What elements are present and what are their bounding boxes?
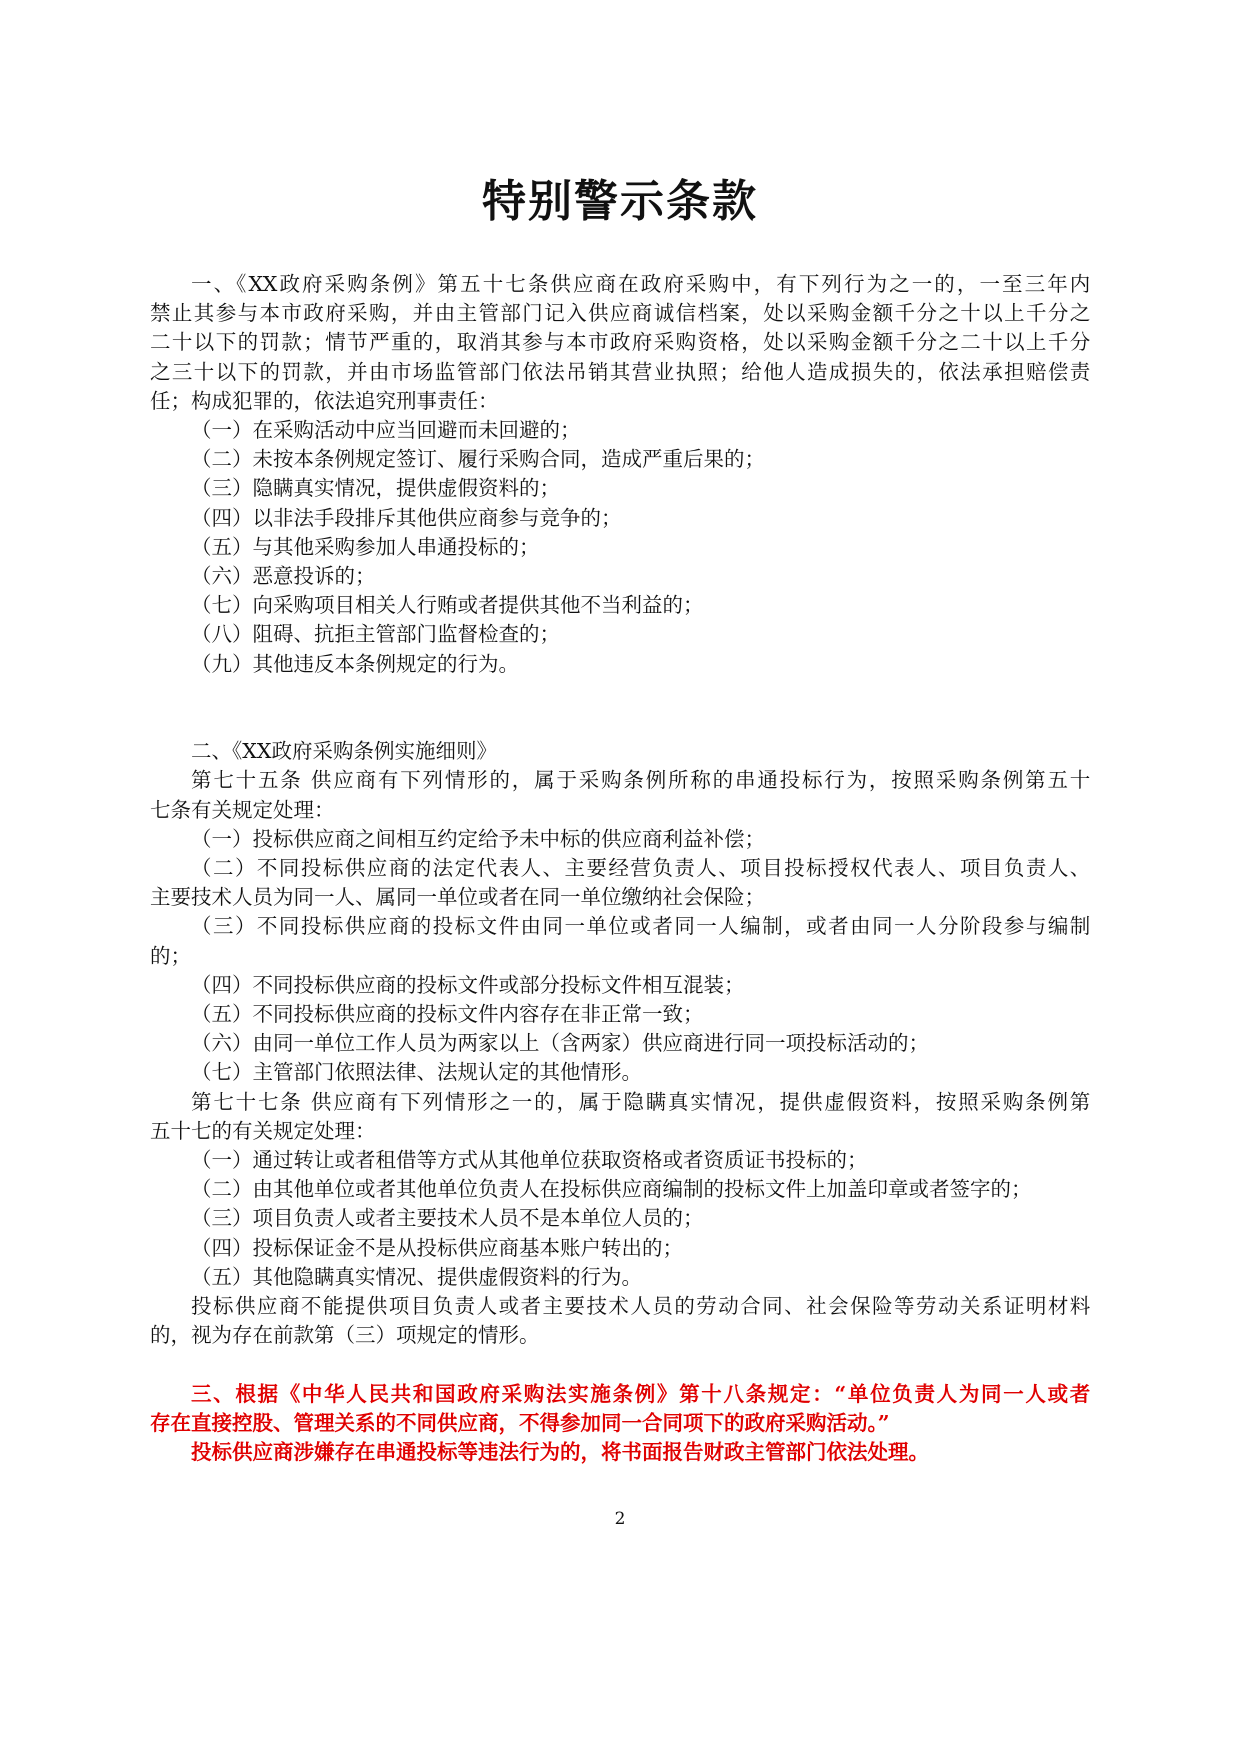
text-line: （五）不同投标供应商的投标文件内容存在非正常一致； (191, 1002, 704, 1027)
text-line: （六）由同一单位工作人员为两家以上（含两家）供应商进行同一项投标活动的； (191, 1031, 929, 1056)
text-line: 禁止其参与本市政府采购，并由主管部门记入供应商诚信档案，处以采购金额千分之十以上千分之 (150, 301, 1090, 326)
text-line: 的，视为存在前款第（三）项规定的情形。 (150, 1323, 540, 1348)
text-line: （三）隐瞒真实情况，提供虚假资料的； (191, 476, 560, 501)
text-line: （七）向采购项目相关人行贿或者提供其他不当利益的； (191, 593, 704, 618)
text-line: （七）主管部门依照法律、法规认定的其他情形。 (191, 1060, 642, 1085)
text-line: 之三十以下的罚款，并由市场监管部门依法吊销其营业执照；给他人造成损失的，依法承担赔偿责 (150, 359, 1090, 384)
text-line: 任；构成犯罪的，依法追究刑事责任： (150, 388, 499, 413)
document-lines (150, 270, 1090, 1467)
page-title: 特别警示条款 (482, 176, 758, 227)
text-line: （二）由其他单位或者其他单位负责人在投标供应商编制的投标文件上加盖印章或者签字的； (191, 1177, 1032, 1202)
text-line: （二）未按本条例规定签订、履行采购合同，造成严重后果的； (191, 447, 765, 472)
text-line: （一）投标供应商之间相互约定给予未中标的供应商利益补偿； (191, 826, 765, 851)
warning-text-line: 投标供应商涉嫌存在串通投标等违法行为的，将书面报告财政主管部门依法处理。 (191, 1440, 929, 1465)
document-body (150, 270, 1090, 1531)
text-line: （九）其他违反本条例规定的行为。 (191, 651, 519, 676)
blank-line (150, 679, 1090, 708)
text-line: （六）恶意投诉的； (191, 564, 376, 589)
text-line: （一）通过转让或者租借等方式从其他单位获取资格或者资质证书投标的； (191, 1148, 868, 1173)
text-line: 投标供应商不能提供项目负责人或者主要技术人员的劳动合同、社会保险等劳动关系证明材料 (191, 1294, 1090, 1319)
text-line: （五）其他隐瞒真实情况、提供虚假资料的行为。 (191, 1264, 642, 1289)
text-line: 第七十七条 供应商有下列情形之一的，属于隐瞒真实情况，提供虚假资料，按照采购条例第 (191, 1089, 1090, 1114)
text-line: （三）项目负责人或者主要技术人员不是本单位人员的； (191, 1206, 704, 1231)
text-line: （二）不同投标供应商的法定代表人、主要经营负责人、项目投标授权代表人、项目负责人、 (191, 856, 1090, 881)
text-line: （五）与其他采购参加人串通投标的； (191, 534, 540, 559)
text-line: 一、《XX政府采购条例》第五十七条供应商在政府采购中，有下列行为之一的，一至三年内 (191, 272, 1090, 296)
text-line: （四）不同投标供应商的投标文件或部分投标文件相互混装； (191, 972, 745, 997)
text-line: （八）阻碍、抗拒主管部门监督检查的； (191, 622, 560, 647)
text-line: 第七十五条 供应商有下列情形的，属于采购条例所称的串通投标行为，按照采购条例第五十 (191, 768, 1090, 793)
text-line: 二、《XX政府采购条例实施细则》 (191, 739, 497, 764)
page-number: 2 (614, 1509, 626, 1530)
text-line: （四）投标保证金不是从投标供应商基本账户转出的； (191, 1235, 683, 1260)
text-line: （三）不同投标供应商的投标文件由同一单位或者同一人编制，或者由同一人分阶段参与编制 (191, 914, 1090, 939)
warning-text-line: 存在直接控股、管理关系的不同供应商，不得参加同一合同项下的政府采购活动。” (150, 1410, 890, 1435)
text-line: 主要技术人员为同一人、属同一单位或者在同一单位缴纳社会保险； (150, 885, 765, 910)
text-line: （一）在采购活动中应当回避而未回避的； (191, 418, 581, 443)
blank-line (150, 708, 1090, 737)
text-line: 五十七的有关规定处理： (150, 1118, 376, 1143)
text-line: （四）以非法手段排斥其他供应商参与竞争的； (191, 505, 622, 530)
blank-line (150, 1350, 1090, 1379)
warning-text-line: 三、根据《中华人民共和国政府采购法实施条例》第十八条规定：“单位负责人为同一人或者 (191, 1381, 1090, 1406)
text-line: 七条有关规定处理： (150, 797, 335, 822)
text-line: 二十以下的罚款；情节严重的，取消其参与本市政府采购资格，处以采购金额千分之二十以上千分 (150, 330, 1090, 355)
text-line: 的； (150, 943, 191, 968)
